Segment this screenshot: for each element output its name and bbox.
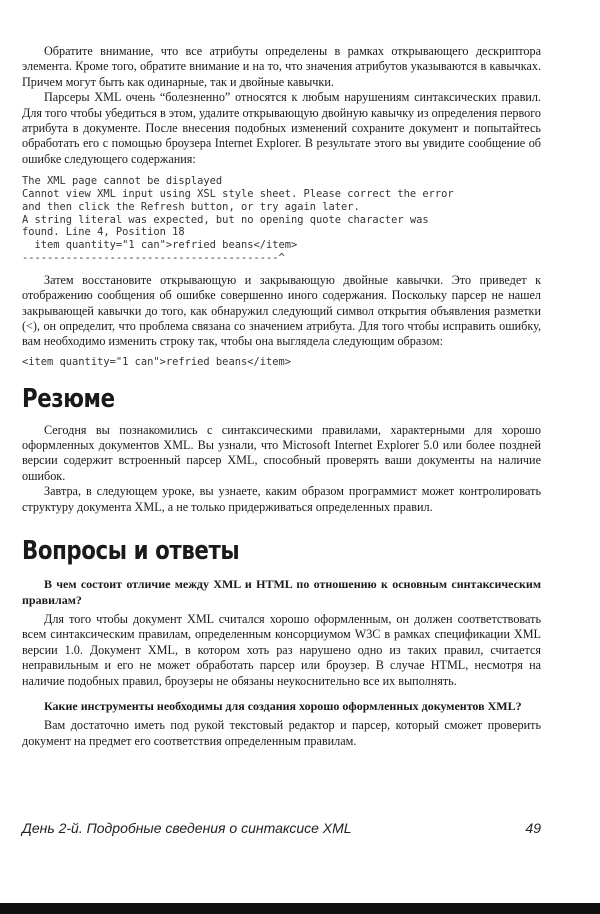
- intro-paragraph: Парсеры XML очень “болезненно” относятся к любым нарушениям синтаксических правил. Для того чтобы убедиться в этом, удалите открывающую двойную кавычку из определения первого атрибута в документе. После внесения подобных изменений сохраните документ и попытайтесь обработать его с помощью броузера Internet Explorer. В результате этого вы увидите сообщение об ошибке следующего содержания:: [22, 90, 541, 166]
- error-code: The XML page cannot be displayed Cannot view XML input using XSL style sheet. Please correct the error and then click the Refresh button, or try again later. A string literal was expected, but no opening quote character was found. Line 4, Position 18 item quantity="1 can">refried beans</item> -----------------------------------------^: [22, 175, 454, 265]
- error-message-block: [22, 175, 541, 265]
- fixed-code: <item quantity="1 can">refried beans</item>: [22, 355, 291, 368]
- page-footer: [22, 820, 541, 836]
- summary-heading: Резюме: [22, 383, 115, 414]
- qa-question: Какие инструменты необходимы для создания хорошо оформленных документов XML?: [44, 698, 522, 713]
- summary-paragraph: Сегодня вы познакомились с синтаксическими правилами, характерными для хорошо оформленных документов XML. Вы узнали, что Microsoft Internet Explorer 5.0 или более поздней версии содержит встроенный парсер XML, способный проверять ваши документы на наличие ошибок.: [22, 422, 541, 483]
- qa-heading: Вопросы и ответы: [22, 536, 240, 567]
- fixed-code-block: [22, 356, 541, 369]
- intro-paragraph: Обратите внимание, что все атрибуты определены в рамках открывающего дескриптора элемента. Кроме того, обратите внимание и на то, что значения атрибутов указываются в кавычках. Причем могут быть как одинарные, так и двойные кавычки.: [22, 44, 541, 89]
- summary-paragraph: Завтра, в следующем уроке, вы узнаете, каким образом программист может контролировать структуру документа XML, а не только придерживаться определенных правил.: [22, 484, 541, 514]
- page-number: 49: [525, 820, 541, 836]
- page-content: [22, 44, 541, 749]
- bottom-rule: [0, 903, 600, 914]
- qa-answer: Вам достаточно иметь под рукой текстовый редактор и парсер, который сможет проверить документ на предмет его соответствия определенным правилам.: [22, 718, 541, 748]
- qa-question: В чем состоит отличие между XML и HTML по отношению к основным синтаксическим правилам?: [22, 577, 541, 607]
- qa-answer: Для того чтобы документ XML считался хорошо оформленным, он должен соответствовать всем синтаксическим правилам, определенным консорциумом W3C в рамках спецификации XML версии 1.0. Документ XML, в котором хоть раз нарушено одно из таких правил, считается неправильным и его не может обработать парсер или броузер. В случае HTML, несмотря на наличие подобных правил, броузеры не обязаны неукоснительно все их выполнять.: [22, 611, 541, 688]
- fix-paragraph: Затем восстановите открывающую и закрывающую двойные кавычки. Это приведет к отображению сообщения об ошибке совершенно иного содержания. Поскольку парсер не нашел закрывающей кавычки до того, как обнаружил следующий символ открытия объявления разметки (<), он определит, что проблема связана со значением атрибута. Для того чтобы исправить ошибку, вам необходимо изменить строку так, чтобы она выглядела следующим образом:: [22, 272, 541, 349]
- footer-chapter-title: День 2-й. Подробные сведения о синтаксисе XML: [22, 820, 352, 836]
